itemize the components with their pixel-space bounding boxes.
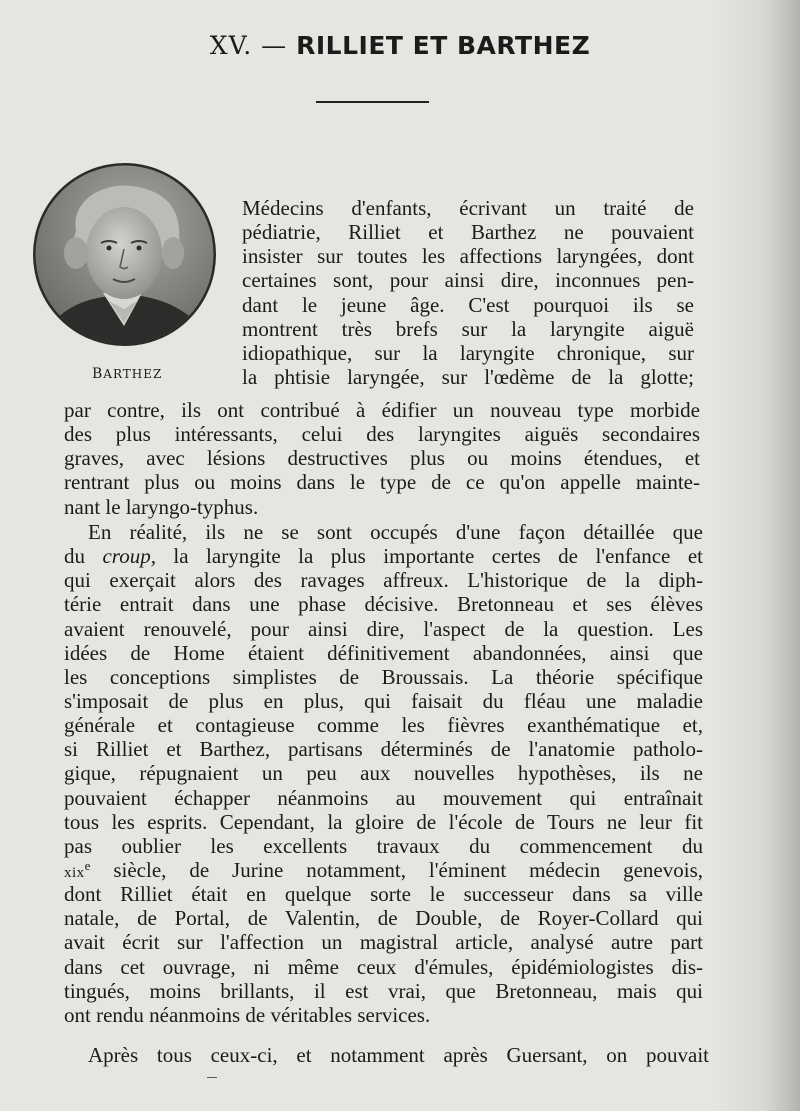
text-line: s'imposait de plus en plus, qui faisait du fléau une maladie [64, 688, 703, 713]
barthez-portrait [31, 161, 218, 348]
text-line: pouvaient échapper néanmoins au mouvement qui entraînait [64, 785, 703, 810]
text-line: natale, de Portal, de Valentin, de Double, de Royer-Collard qui [64, 906, 703, 931]
century-superscript: e [84, 857, 91, 873]
text-line: tingués, moins brillants, il est vrai, que Bretonneau, mais qui [64, 978, 703, 1003]
text-line: nant le laryngo-typhus. [64, 494, 259, 519]
text-line: certaines sont, pour ainsi dire, inconnues pen- [242, 268, 694, 293]
paragraph-3 [64, 1043, 709, 1067]
text-line: par contre, ils ont contribué à édifier un nouveau type morbide [64, 398, 700, 422]
text-line: les conceptions simplistes de Broussais. La théorie spécifique [64, 664, 703, 689]
text-line: pas oublier les excellents travaux du commencement du [64, 833, 703, 858]
paragraph-1-wide [64, 398, 700, 519]
text-line: idiopathique, sur la laryngite chronique, sur [242, 340, 694, 365]
text-line: générale et contagieuse comme les fièvres exanthématique et, [64, 713, 703, 738]
text-line: avait écrit sur l'affection un magistral article, analysé autre part [64, 930, 703, 955]
century-roman: xix [64, 864, 85, 881]
text-line: qui exerçait alors des ravages affreux. L'historique de la diph- [64, 568, 703, 593]
text-line: des plus intéressants, celui des laryngites aiguës secondaires [64, 422, 700, 447]
italic-term-croup: croup, [102, 544, 156, 569]
text-fragment: la laryngite la plus importante certes de l'enfance et [155, 544, 704, 569]
text-line: rentrant plus ou moins dans le type de ce qu'on appelle mainte- [64, 470, 700, 495]
paragraph-1-narrow [242, 196, 694, 389]
text-line: dont Rilliet était en quelque sorte le successeur dans sa ville [64, 882, 703, 907]
text-line: tous les esprits. Cependant, la gloire de l'école de Tours ne leur fit [64, 809, 703, 834]
chapter-title: RILLIET ET BARTHEZ [296, 31, 591, 60]
text-line: ont rendu néanmoins de véritables services. [64, 1002, 431, 1027]
chapter-heading [0, 30, 800, 62]
portrait-caption [92, 366, 162, 382]
chapter-number: XV. — [209, 31, 288, 60]
text-line: gique, répugnaient un peu aux nouvelles hypothèses, ils ne [64, 761, 703, 786]
title-rule [316, 101, 429, 103]
text-line: En réalité, ils ne se sont occupés d'une façon détaillée que [88, 520, 703, 544]
text-fragment: siècle, de Jurine notamment, l'éminent médecin genevois, [90, 857, 703, 882]
portrait-caption-rest: ARTHEZ [103, 367, 163, 381]
text-line [64, 544, 703, 568]
signature-mark [207, 1077, 217, 1078]
text-line [64, 858, 703, 882]
text-line: térie entrait dans une phase décisive. Bretonneau et ses élèves [64, 592, 703, 617]
text-line: avaient renouvelé, pour ainsi dire, l'aspect de la question. Les [64, 616, 703, 641]
text-line: Médecins d'enfants, écrivant un traité de [242, 196, 694, 220]
text-line: pédiatrie, Rilliet et Barthez ne pouvaient [242, 220, 694, 245]
portrait-caption-initial: B [92, 366, 104, 382]
text-line: dant le jeune âge. C'est pourquoi ils se [242, 292, 694, 317]
text-fragment: du [64, 544, 103, 569]
text-line: graves, avec lésions destructives plus ou moins étendues, et [64, 446, 700, 471]
text-line: dans cet ouvrage, ni même ceux d'émules, épidémiologistes dis- [64, 954, 703, 979]
text-line: la phtisie laryngée, sur l'œdème de la glotte; [242, 364, 694, 389]
text-line: montrent très brefs sur la laryngite aiguë [242, 316, 694, 341]
text-line: si Rilliet et Barthez, partisans déterminés de l'anatomie patholo- [64, 737, 703, 762]
text-line: idées de Home étaient définitivement abandonnées, ainsi que [64, 640, 703, 665]
text-line: insister sur toutes les affections laryngées, dont [242, 244, 694, 269]
text-line: Après tous ceux-ci, et notamment après Guersant, on pouvait [88, 1043, 709, 1067]
paragraph-2 [64, 520, 703, 1027]
